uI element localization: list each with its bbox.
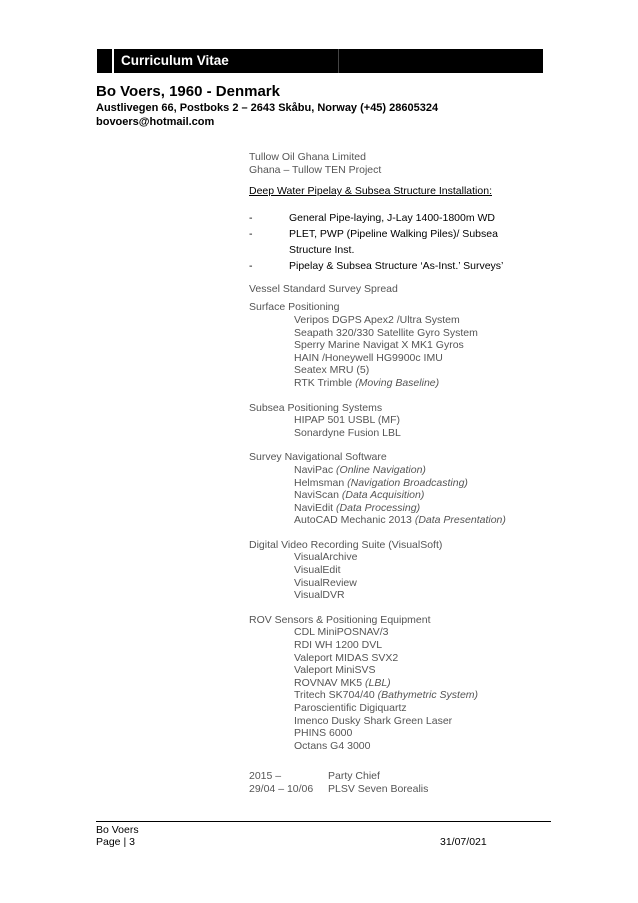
person-email: bovoers@hotmail.com: [96, 116, 215, 128]
job-row: 2015 – Party Chief: [249, 770, 380, 783]
list-item: - PLET, PWP (Pipeline Walking Piles)/ Subsea: [249, 227, 498, 240]
list-item: NaviPac (Online Navigation): [294, 463, 426, 476]
list-item: Helmsman (Navigation Broadcasting): [294, 476, 468, 489]
list-item: Structure Inst.: [289, 243, 355, 256]
list-item: Seapath 320/330 Satellite Gyro System: [294, 326, 478, 339]
person-name: Bo Voers, 1960 - Denmark: [96, 83, 280, 100]
person-address: Austlivegen 66, Postboks 2 – 2643 Skåbu, Norway (+45) 28605324: [96, 102, 439, 114]
document-title: Curriculum Vitae: [121, 53, 229, 68]
list-item: Seatex MRU (5): [294, 364, 370, 377]
section-title: Subsea Positioning Systems: [249, 401, 383, 414]
project: Ghana – Tullow TEN Project: [249, 163, 382, 176]
list-item: VisualDVR: [294, 589, 345, 602]
list-item: Veripos DGPS Apex2 /Ultra System: [294, 313, 460, 326]
header-divider: [338, 49, 339, 73]
list-item: NaviEdit (Data Processing): [294, 501, 421, 514]
list-item: Imenco Dusky Shark Green Laser: [294, 714, 453, 727]
list-item: ROVNAV MK5 (LBL): [294, 676, 391, 689]
list-item: PHINS 6000: [294, 727, 353, 740]
list-item: - Pipelay & Subsea Structure ‘As-Inst.’ Surveys’: [249, 259, 504, 272]
list-item: HAIN /Honeywell HG9900c IMU: [294, 351, 443, 364]
section-title: Surface Positioning: [249, 301, 340, 314]
list-item: VisualEdit: [294, 564, 341, 577]
list-item: Valeport MiniSVS: [294, 664, 376, 677]
list-item: Paroscientific Digiquartz: [294, 702, 407, 714]
job-heading: Deep Water Pipelay & Subsea Structure Installation:: [249, 185, 492, 198]
list-item: VisualArchive: [294, 551, 358, 564]
list-item: Sperry Marine Navigat X MK1 Gyros: [294, 339, 464, 352]
cv-body: [249, 151, 506, 796]
list-item: VisualReview: [294, 576, 357, 589]
list-item: RTK Trimble (Moving Baseline): [294, 376, 440, 389]
page-number: Page | 3: [96, 836, 135, 848]
list-item: Valeport MIDAS SVX2: [294, 651, 399, 664]
list-item: NaviScan (Data Acquisition): [294, 489, 425, 502]
section-title: ROV Sensors & Positioning Equipment: [249, 613, 431, 626]
section-title: Digital Video Recording Suite (VisualSoft): [249, 538, 443, 551]
footer-name: Bo Voers: [96, 824, 139, 836]
list-item: Octans G4 3000: [294, 739, 371, 752]
spread-title: Vessel Standard Survey Spread: [249, 282, 398, 295]
list-item: CDL MiniPOSNAV/3: [294, 626, 389, 639]
section-title: Survey Navigational Software: [249, 451, 387, 464]
list-item: HIPAP 501 USBL (MF): [294, 414, 401, 427]
list-item: RDI WH 1200 DVL: [294, 639, 383, 652]
job-row: 29/04 – 10/06 PLSV Seven Borealis: [249, 782, 429, 795]
footer-date: 31/07/021: [440, 836, 487, 848]
footer-rule: [96, 821, 551, 822]
list-item: AutoCAD Mechanic 2013 (Data Presentation): [294, 514, 506, 527]
list-item: Sonardyne Fusion LBL: [294, 426, 401, 439]
company: Tullow Oil Ghana Limited: [249, 151, 366, 163]
header-divider: [112, 49, 114, 73]
list-item: Tritech SK704/40 (Bathymetric System): [294, 689, 479, 702]
list-item: - General Pipe-laying, J-Lay 1400-1800m WD: [249, 211, 496, 224]
